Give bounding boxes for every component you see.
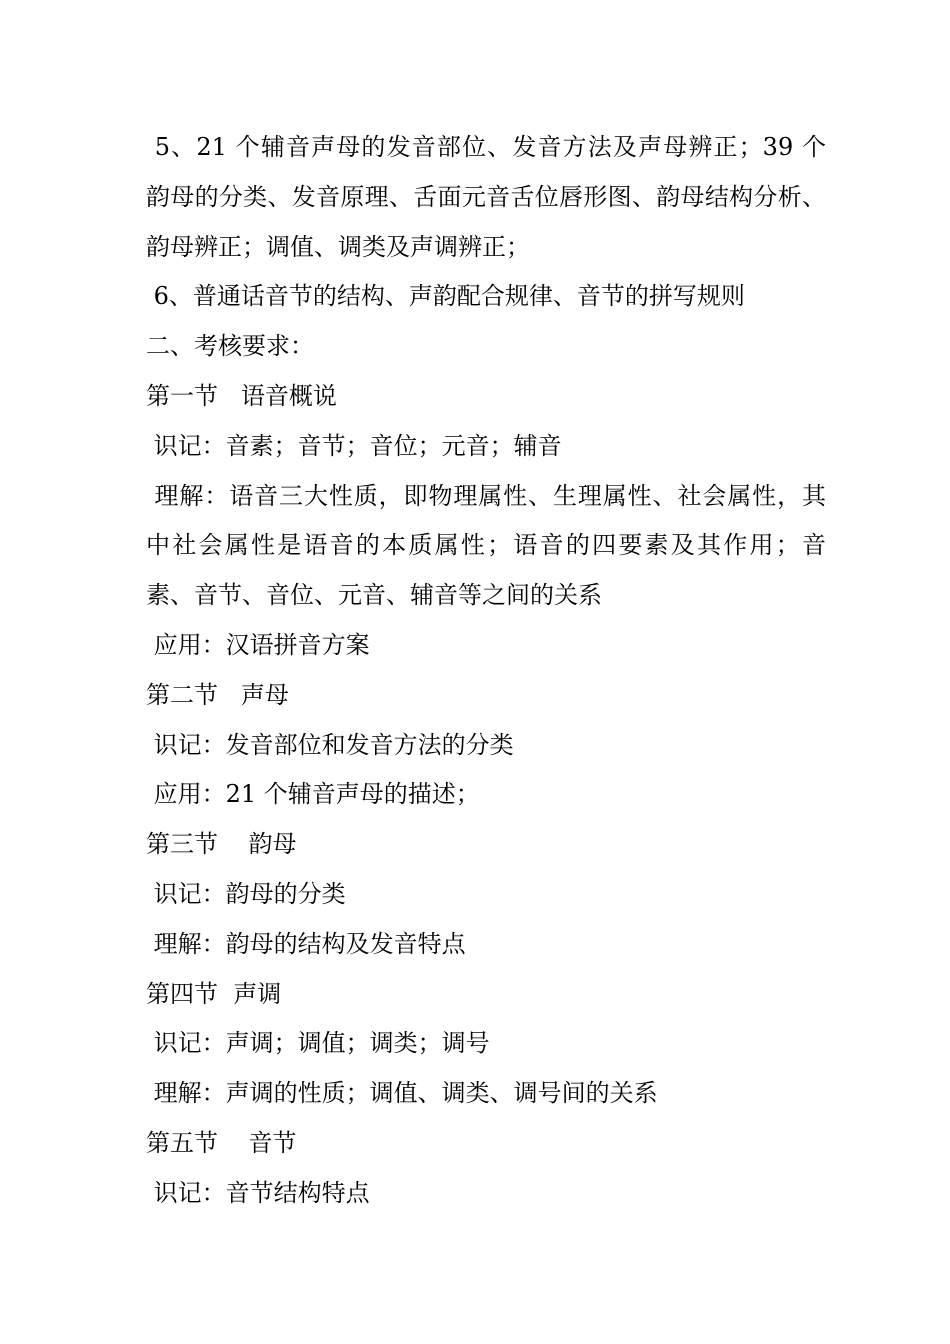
text-line-9: 中社会属性是语音的本质属性；语音的四要素及其作用；音 <box>146 531 826 560</box>
section-heading: 二、考核要求： <box>146 332 314 361</box>
text-line-13: 识记：发音部位和发音方法的分类 <box>146 730 514 759</box>
text-line-19: 识记：声调；调值；调类；调号 <box>146 1029 490 1058</box>
text-line-7: 识记：音素；音节；音位；元音；辅音 <box>146 431 562 460</box>
document-body <box>146 123 826 1219</box>
text-line-22: 识记：音节结构特点 <box>146 1178 370 1207</box>
text-line-16: 识记：韵母的分类 <box>146 879 346 908</box>
text-line-11: 应用：汉语拼音方案 <box>146 630 370 659</box>
text-line-3: 韵母辨正；调值、调类及声调辨正； <box>146 232 530 261</box>
text-line-2: 韵母的分类、发音原理、舌面元音舌位唇形图、韵母结构分析、 <box>146 182 826 211</box>
text-line-4: 6、普通话音节的结构、声韵配合规律、音节的拼写规则 <box>146 282 745 311</box>
text-line-20: 理解：声调的性质；调值、调类、调号间的关系 <box>146 1079 658 1108</box>
subsection-heading-4: 第四节 声调 <box>146 979 282 1008</box>
subsection-heading-2: 第二节 声母 <box>146 680 289 709</box>
text-line-8: 理解：语音三大性质，即物理属性、生理属性、社会属性，其 <box>146 481 826 510</box>
subsection-heading-1: 第一节 语音概说 <box>146 381 337 410</box>
text-line-10: 素、音节、音位、元音、辅音等之间的关系 <box>146 581 602 610</box>
text-line-17: 理解：韵母的结构及发音特点 <box>146 929 466 958</box>
subsection-heading-3: 第三节 韵母 <box>146 830 297 859</box>
text-line-1: 5、21 个辅音声母的发音部位、发音方法及声母辨正；39 个 <box>146 133 826 161</box>
subsection-heading-5: 第五节 音节 <box>146 1128 297 1157</box>
text-line-14: 应用：21 个辅音声母的描述； <box>146 780 480 809</box>
